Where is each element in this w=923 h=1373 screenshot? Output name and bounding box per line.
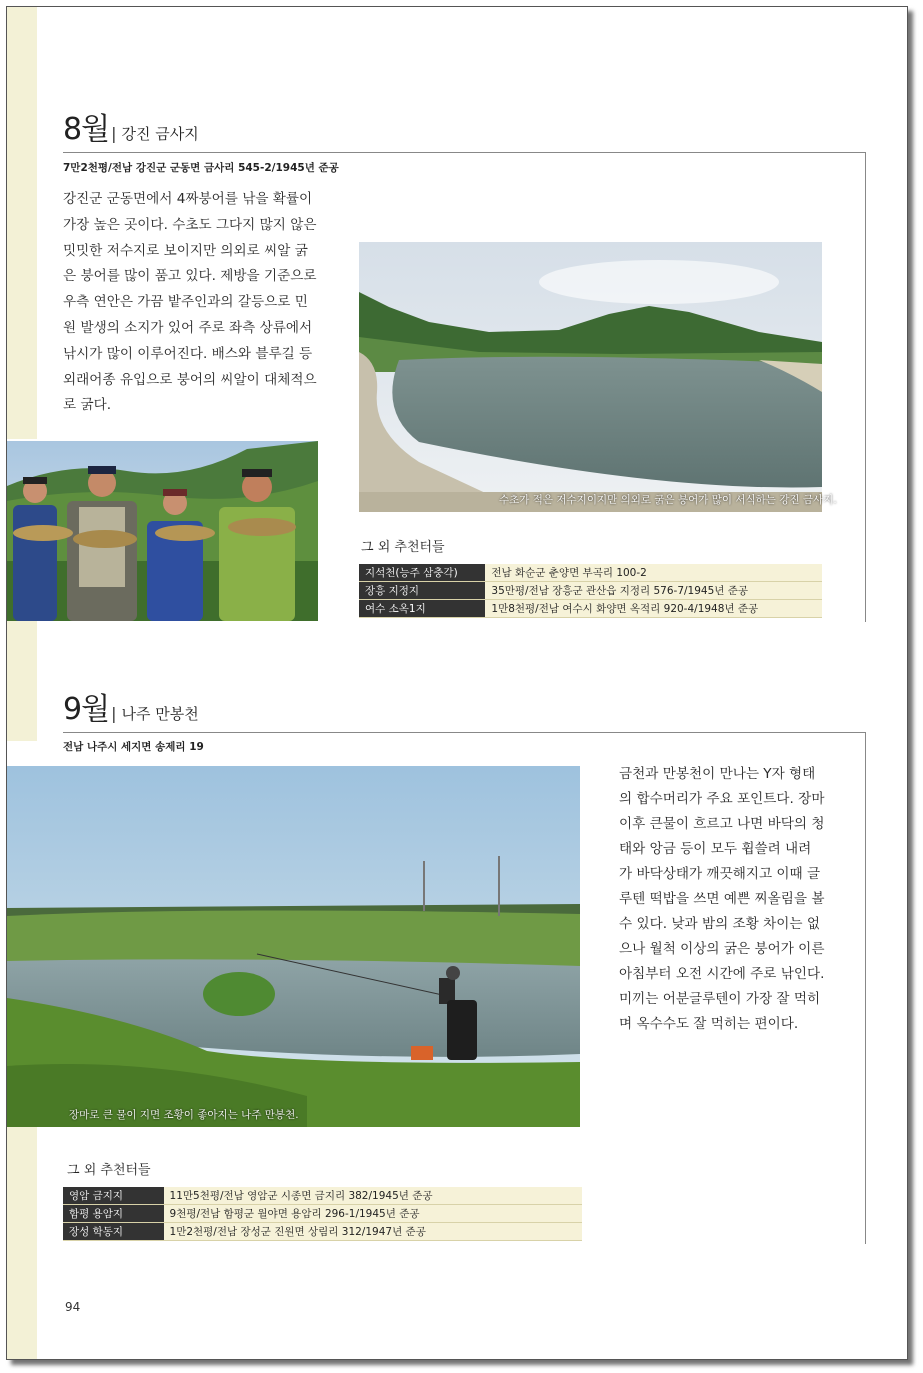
body-line: 로 굵다.: [63, 397, 112, 414]
page-number: 94: [65, 1300, 81, 1314]
month-label: 9월: [63, 692, 110, 727]
body-line: 외래어종 유입으로 붕어의 씨알이 대체적으: [63, 371, 317, 388]
body-line: 루텐 떡밥을 쓰면 예쁜 찌올림을 볼: [619, 891, 825, 907]
body-line: 며 옥수수도 잘 먹히는 편이다.: [619, 1016, 799, 1032]
table-row: [359, 600, 822, 618]
magazine-page: [6, 6, 908, 1360]
heading-separator: |: [111, 704, 116, 723]
body-line: 원 발생의 소지가 있어 주로 좌측 상류에서: [63, 319, 313, 336]
body-line: 은 붕어를 많이 품고 있다. 제방을 기준으로: [63, 268, 317, 285]
spot-name: 여수 소옥1지: [359, 600, 485, 618]
place-name: 나주 만봉천: [121, 705, 199, 723]
section-heading-september: [63, 692, 199, 727]
heading-separator: |: [111, 124, 116, 143]
month-label: 8월: [63, 112, 110, 147]
photo-caption: 장마로 큰 물이 지면 조황이 좋아지는 나주 만봉천.: [69, 1109, 299, 1121]
left-accent-band: [7, 7, 37, 439]
other-spots-table: [359, 564, 822, 618]
spot-info: 11만5천평/전남 영암군 시종면 금지리 382/1945년 준공: [164, 1187, 582, 1205]
body-line: 가장 높은 곳이다. 수초도 그다지 많지 않은: [63, 216, 317, 233]
spot-name: 지석천(능주 삼충각): [359, 564, 485, 582]
table-row: [63, 1187, 582, 1205]
photo-caption: 수초가 적은 저수지이지만 의외로 굵은 붕어가 많이 서식하는 강진 금사지.: [499, 494, 837, 506]
anglers-photo: [7, 441, 318, 621]
body-line: 가 바닥상태가 깨끗해지고 이때 글: [619, 866, 821, 882]
section-heading-august: [63, 112, 199, 147]
other-spots-heading: 그 외 추천터들: [361, 540, 445, 555]
table-row: [359, 564, 822, 582]
article-body: [63, 187, 319, 419]
spot-info: 1만2천평/전남 장성군 진원면 상림리 312/1947년 준공: [164, 1223, 582, 1241]
body-line: 의 합수머리가 주요 포인트다. 장마: [619, 791, 825, 807]
spot-name: 장성 학동지: [63, 1223, 164, 1241]
other-spots-table: [63, 1187, 582, 1241]
reservoir-photo: [359, 242, 822, 512]
body-line: 아침부터 오전 시간에 주로 낚인다.: [619, 966, 825, 982]
spot-name: 장흥 지정지: [359, 582, 485, 600]
article-body: [619, 762, 825, 1037]
body-line: 이후 큰물이 흐르고 나면 바닥의 청: [619, 816, 825, 832]
spot-info: 전남 화순군 춘양면 부곡리 100-2: [485, 564, 822, 582]
body-line: 으나 월척 이상의 굵은 붕어가 이른: [619, 941, 825, 957]
stream-photo: [7, 766, 580, 1127]
left-accent-band: [7, 621, 37, 741]
heading-rule: [63, 732, 865, 733]
body-line: 태와 앙금 등이 모두 휩쓸려 내려: [619, 841, 812, 857]
body-line: 낚시가 많이 이루어진다. 배스와 블루길 등: [63, 345, 313, 362]
left-accent-band: [7, 1127, 37, 1359]
body-line: 밋밋한 저수지로 보이지만 의외로 씨알 굵: [63, 242, 308, 259]
body-line: 미끼는 어분글루텐이 가장 잘 먹히: [619, 991, 821, 1007]
body-line: 금천과 만봉천이 만나는 Y자 형태: [619, 766, 816, 782]
other-spots-heading: 그 외 추천터들: [67, 1163, 151, 1178]
section-vertical-rule: [865, 732, 866, 1244]
heading-rule: [63, 152, 865, 153]
spot-name: 함평 용암지: [63, 1205, 164, 1223]
table-row: [63, 1223, 582, 1241]
body-line: 강진군 군동면에서 4짜붕어를 낚을 확률이: [63, 191, 313, 207]
spot-info: 9천평/전남 함평군 월야면 용암리 296-1/1945년 준공: [164, 1205, 582, 1223]
body-line: 우측 연안은 가끔 밭주인과의 갈등으로 민: [63, 294, 308, 311]
location-subtitle: 7만2천평/전남 강진군 군동면 금사리 545-2/1945년 준공: [63, 162, 339, 174]
place-name: 강진 금사지: [121, 125, 199, 143]
spot-info: 35만평/전남 장흥군 관산읍 지정리 576-7/1945년 준공: [485, 582, 822, 600]
table-row: [63, 1205, 582, 1223]
section-vertical-rule: [865, 152, 866, 622]
body-line: 수 있다. 낮과 밤의 조황 차이는 없: [619, 916, 820, 932]
table-row: [359, 582, 822, 600]
spot-info: 1만8천평/전남 여수시 화양면 옥적리 920-4/1948년 준공: [485, 600, 822, 618]
location-subtitle: 전남 나주시 세지면 송제리 19: [63, 741, 204, 753]
spot-name: 영암 금지지: [63, 1187, 164, 1205]
